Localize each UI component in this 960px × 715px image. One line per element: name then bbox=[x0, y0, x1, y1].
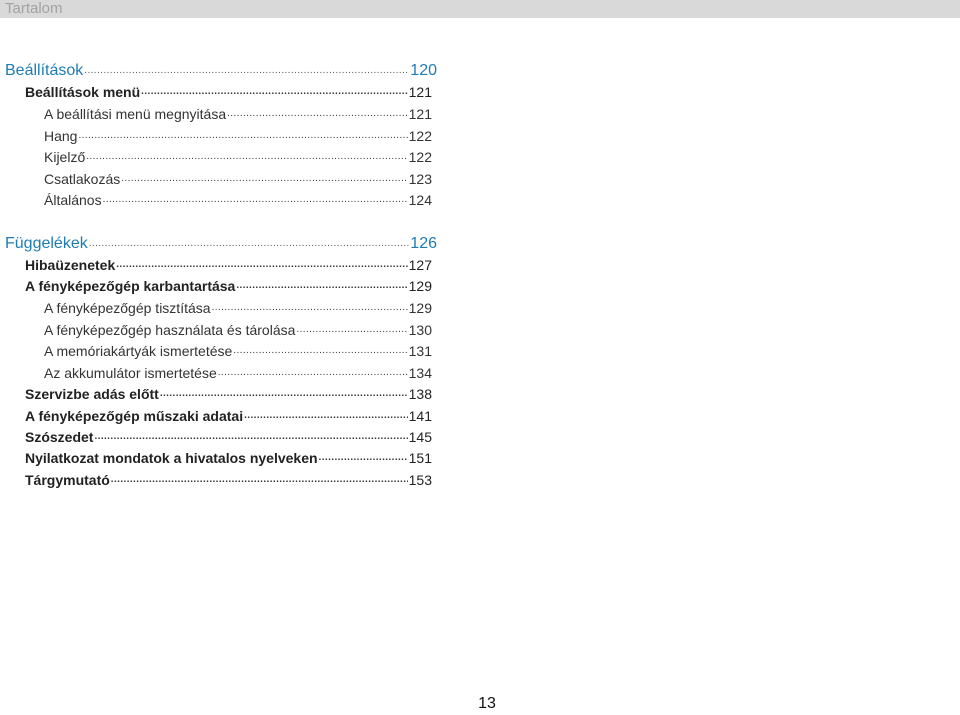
toc-entry-page: 138 bbox=[408, 386, 432, 402]
toc-dot-leader bbox=[141, 84, 407, 100]
toc-dot-leader bbox=[78, 128, 407, 144]
toc-entry-label: Beállítások menü bbox=[25, 84, 141, 100]
toc-dot-leader bbox=[160, 386, 408, 402]
toc-dot-leader bbox=[103, 192, 408, 208]
toc-entry-section[interactable] bbox=[5, 231, 437, 253]
toc-entry-subchapter[interactable] bbox=[44, 317, 432, 339]
toc-entry-page: 151 bbox=[408, 450, 432, 466]
toc-entry-page: 124 bbox=[408, 192, 432, 208]
toc-entry-subchapter[interactable] bbox=[44, 187, 432, 209]
toc-entry-subchapter[interactable] bbox=[44, 295, 432, 317]
toc-entry-label: Csatlakozás bbox=[44, 171, 121, 187]
toc-dot-leader bbox=[236, 278, 407, 294]
page-number: 13 bbox=[478, 695, 496, 712]
toc-entry-page: 120 bbox=[410, 62, 437, 79]
toc-entry-label: Szervizbe adás előtt bbox=[25, 386, 159, 402]
toc-dot-leader bbox=[116, 257, 407, 273]
toc-entry-label: A fényképezőgép karbantartása bbox=[25, 278, 236, 294]
toc-entry-label: Tárgymutató bbox=[25, 472, 110, 488]
toc-dot-leader bbox=[227, 106, 408, 122]
toc-entry-page: 126 bbox=[410, 235, 437, 252]
toc-entry-label: Az akkumulátor ismertetése bbox=[44, 365, 217, 381]
toc-dot-leader bbox=[121, 171, 407, 187]
toc-dot-leader bbox=[94, 429, 407, 445]
toc-entry-chapter[interactable] bbox=[25, 381, 432, 403]
toc-entry-chapter[interactable] bbox=[25, 445, 432, 467]
toc-entry-label: Beállítások bbox=[5, 62, 84, 79]
toc-entry-label: Hibaüzenetek bbox=[25, 257, 116, 273]
toc-dot-leader bbox=[111, 472, 408, 488]
toc-entry-label: Nyilatkozat mondatok a hivatalos nyelveken bbox=[25, 450, 318, 466]
toc-dot-leader bbox=[212, 300, 408, 316]
toc-dot-leader bbox=[84, 63, 409, 79]
toc-entry-subchapter[interactable] bbox=[44, 123, 432, 145]
toc-entry-page: 122 bbox=[408, 128, 432, 144]
toc-entry-label: Függelékek bbox=[5, 235, 88, 252]
toc-entry-page: 131 bbox=[408, 343, 432, 359]
toc-entry-label: Általános bbox=[44, 192, 102, 208]
toc-entry-chapter[interactable] bbox=[25, 79, 432, 101]
toc-dot-leader bbox=[319, 450, 408, 466]
toc-dot-leader bbox=[89, 236, 410, 252]
toc-entry-subchapter[interactable] bbox=[44, 338, 432, 360]
toc-entry-subchapter[interactable] bbox=[44, 101, 432, 123]
toc-entry-page: 123 bbox=[408, 171, 432, 187]
toc-entry-page: 129 bbox=[408, 300, 432, 316]
toc-entry-page: 121 bbox=[408, 106, 432, 122]
toc-entry-label: A memóriakártyák ismertetése bbox=[44, 343, 233, 359]
toc-entry-chapter[interactable] bbox=[25, 467, 432, 489]
toc-entry-label: Hang bbox=[44, 128, 78, 144]
toc-entry-chapter[interactable] bbox=[25, 252, 432, 274]
toc-entry-page: 122 bbox=[408, 149, 432, 165]
toc-entry-subchapter[interactable] bbox=[44, 360, 432, 382]
toc-entry-page: 130 bbox=[408, 322, 432, 338]
toc-entry-page: 145 bbox=[408, 429, 432, 445]
toc-entry-chapter[interactable] bbox=[25, 273, 432, 295]
toc-entry-subchapter[interactable] bbox=[44, 166, 432, 188]
toc-entry-label: Szószedet bbox=[25, 429, 94, 445]
toc-entry-subchapter[interactable] bbox=[44, 144, 432, 166]
toc-entry-page: 129 bbox=[408, 278, 432, 294]
toc-dot-leader bbox=[86, 149, 407, 165]
header-title: Tartalom bbox=[5, 0, 63, 17]
toc-entry-page: 141 bbox=[408, 408, 432, 424]
toc-entry-label: Kijelző bbox=[44, 149, 86, 165]
toc-entry-page: 127 bbox=[408, 257, 432, 273]
toc-entry-label: A fényképezőgép használata és tárolása bbox=[44, 322, 296, 338]
toc-entry-section[interactable] bbox=[5, 58, 437, 80]
toc-entry-page: 134 bbox=[408, 365, 432, 381]
toc-dot-leader bbox=[233, 343, 407, 359]
toc-entry-chapter[interactable] bbox=[25, 424, 432, 446]
toc-dot-leader bbox=[244, 408, 408, 424]
toc-entry-page: 121 bbox=[408, 84, 432, 100]
toc-entry-label: A beállítási menü megnyitása bbox=[44, 106, 227, 122]
toc-entry-chapter[interactable] bbox=[25, 403, 432, 425]
toc-entry-page: 153 bbox=[408, 472, 432, 488]
toc-dot-leader bbox=[218, 365, 408, 381]
toc-entry-label: A fényképezőgép műszaki adatai bbox=[25, 408, 244, 424]
toc-dot-leader bbox=[296, 322, 407, 338]
toc-entry-label: A fényképezőgép tisztítása bbox=[44, 300, 211, 316]
